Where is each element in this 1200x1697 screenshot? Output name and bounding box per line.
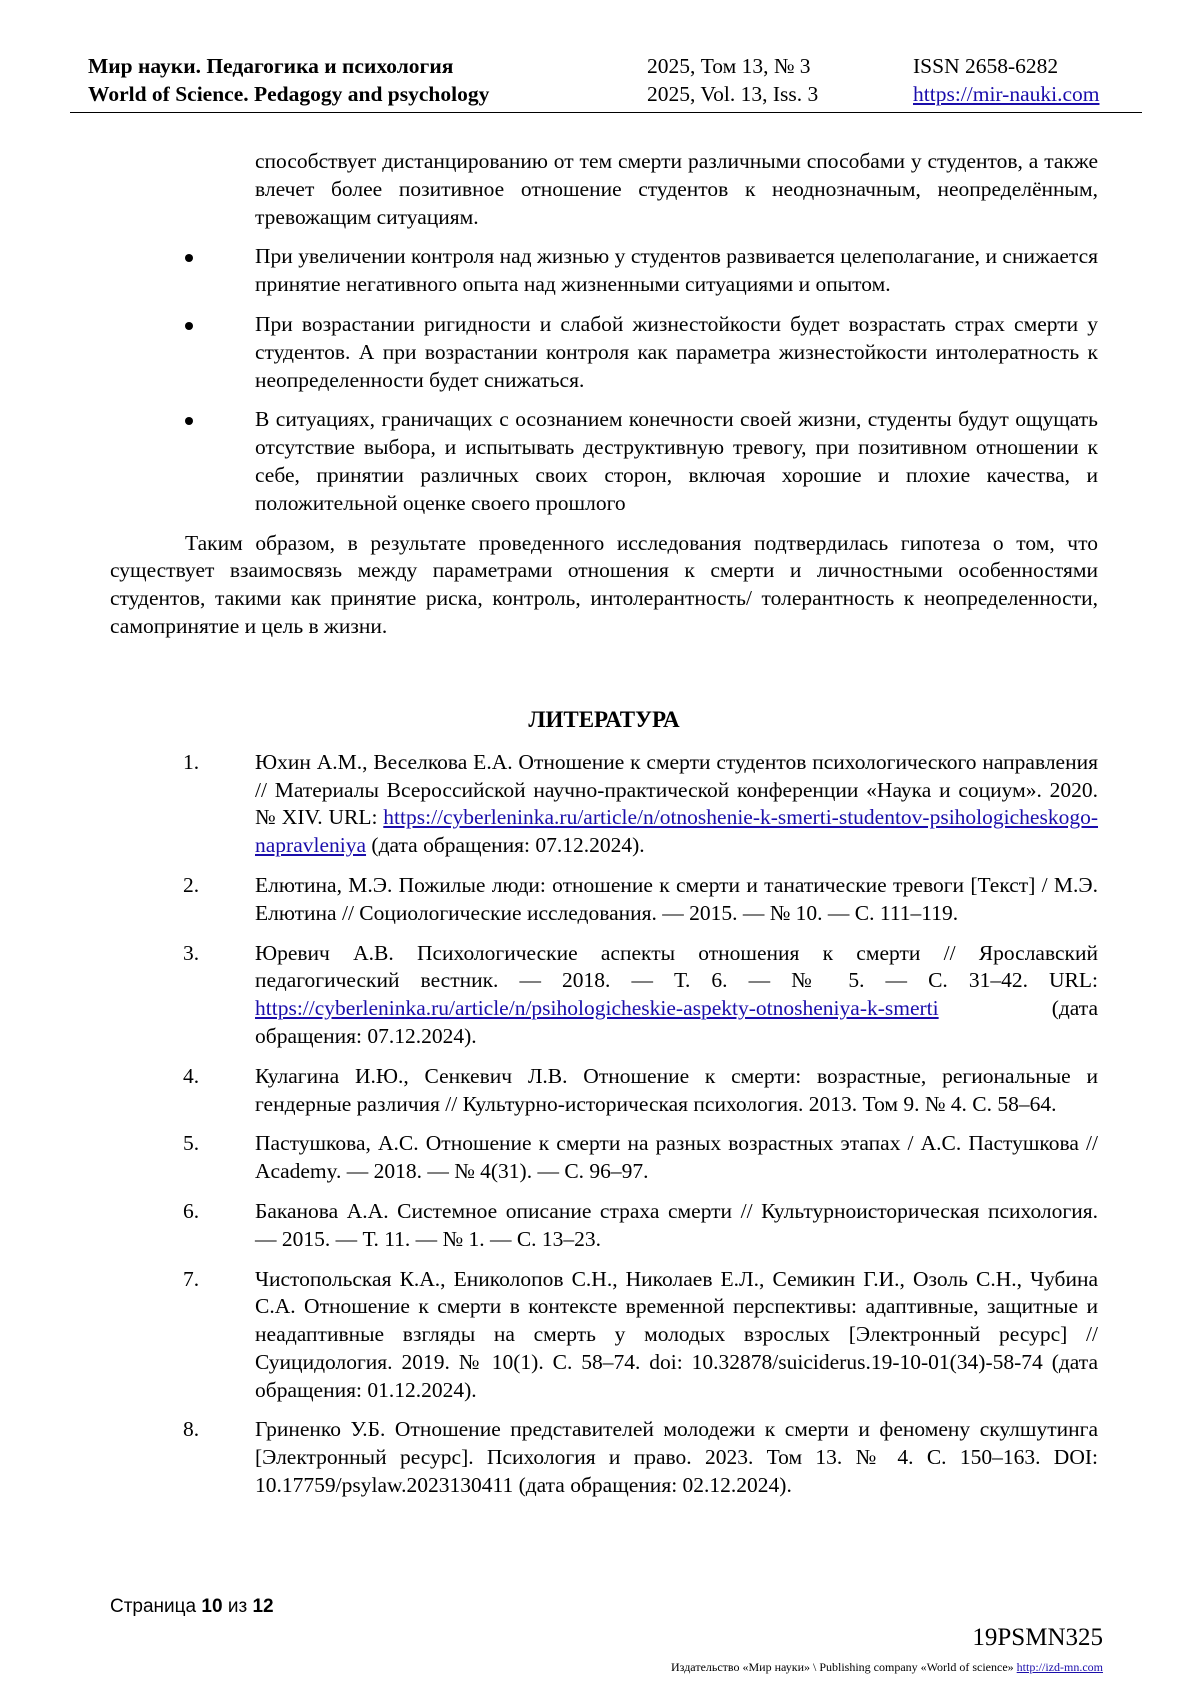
list-item <box>110 406 1098 517</box>
list-item-text: При возрастании ригидности и слабой жизнестойкости будет возрастать страх смерти у студентов. А при возрастании контроля как параметра жизнестойкости интолератность к неопределенности будет снижаться. <box>255 311 1098 392</box>
article-code: 19PSMN325 <box>972 1624 1103 1651</box>
reference-item <box>110 1266 1098 1405</box>
reference-number: 6. <box>183 1198 200 1223</box>
reference-text: Кулагина И.Ю., Сенкевич Л.В. Отношение к смерти: возрастные, региональные и гендерные различия // Культурно-историческая психология. 2013. Том 9. № 4. С. 58–64. <box>255 1063 1098 1116</box>
journal-title-en: World of Science. Pedagogy and psychology <box>88 82 490 106</box>
publisher-text: Издательство «Мир науки» \ Publishing company «World of science» <box>671 1660 1017 1674</box>
reference-number: 5. <box>183 1131 200 1156</box>
reference-number: 7. <box>183 1266 200 1291</box>
conclusion-paragraph: Таким образом, в результате проведенного исследования подтвердилась гипотеза о том, что существует взаимосвязь между параметрами отношения к смерти и личностными особенностями студентов, такими как принятие риска, контроль, интолерантность/ толерантность к неопределенности, самопринятие и цель в жизни. <box>110 530 1098 638</box>
reference-item <box>110 1063 1098 1119</box>
page-label: Страница <box>110 1596 197 1617</box>
journal-header <box>88 52 1140 108</box>
journal-title-ru: Мир науки. Педагогика и психология <box>88 54 454 78</box>
reference-url-link[interactable]: https://cyberleninka.ru/article/n/otnoshenie-k-smerti-studentov-psihologicheskogo-napravleniya <box>255 805 1098 858</box>
list-item <box>110 311 1098 394</box>
page-number <box>110 1596 274 1618</box>
journal-site-link[interactable]: https://mir-nauki.com <box>913 82 1100 106</box>
page-current: 10 <box>201 1596 223 1617</box>
header-divider <box>70 112 1142 113</box>
reference-access-date: (дата обращения: 07.12.2024). <box>366 833 645 858</box>
reference-text: Баканова А.А. Системное описание страха смерти // Культурноисторическая психология. — 2015. — Т. 11. — № 1. — С. 13–23. <box>255 1198 1098 1251</box>
reference-item <box>110 1130 1098 1186</box>
continuation-paragraph: способствует дистанцированию от тем смерти различными способами у студентов, а также влечет более позитивное отношение студентов к неоднозначным, неопределённым, тревожащим ситуациям. <box>255 149 1098 229</box>
reference-number: 8. <box>183 1417 200 1442</box>
reference-number: 3. <box>183 940 200 965</box>
reference-text: Юхин А.М., Веселкова Е.А. Отношение к смерти студентов психологического направления // Материалы Всероссийской научно-практической конференции «Наука и социум». 2020. № XIV. URL: <box>255 749 1098 830</box>
reference-item <box>110 1198 1098 1254</box>
publisher-line <box>671 1660 1103 1675</box>
reference-item <box>110 749 1098 860</box>
list-item-text: В ситуациях, граничащих с осознанием конечности своей жизни, студенты будут ощущать отсутствие выбора, и испытывать деструктивную тревогу, при позитивном отношении к себе, принятии различных своих сторон, включая хорошие и плохие качества, и положительной оценке своего прошлого <box>255 407 1098 515</box>
bullet-icon <box>185 417 193 425</box>
reference-url-link[interactable]: https://cyberleninka.ru/article/n/psihologicheskie-aspekty-otnosheniya-k-smerti <box>255 996 939 1021</box>
reference-access-date: (дата обращения: 07.12.2024). <box>255 996 1098 1048</box>
issue-en: 2025, Vol. 13, Iss. 3 <box>647 82 819 106</box>
publisher-link[interactable]: http://izd-mn.com <box>1016 1660 1103 1674</box>
literature-heading: ЛИТЕРАТУРА <box>528 706 680 732</box>
page-total: 12 <box>252 1596 274 1617</box>
reference-text: Пастушкова, А.С. Отношение к смерти на разных возрастных этапах / А.С. Пастушкова // Academy. — 2018. — № 4(31). — С. 96–97. <box>255 1131 1098 1184</box>
reference-number: 4. <box>183 1063 200 1088</box>
bullet-icon <box>185 254 193 262</box>
reference-item <box>110 940 1098 1051</box>
list-item-text: При увеличении контроля над жизнью у студентов развивается целеполагание, и снижается принятие негативного опыта над жизненными ситуациями и опытом. <box>255 244 1098 297</box>
article-body <box>110 148 1098 1512</box>
list-item <box>110 243 1098 299</box>
reference-list <box>110 749 1098 1500</box>
reference-item <box>110 872 1098 928</box>
issue-ru: 2025, Том 13, № 3 <box>647 54 811 78</box>
page-of: из <box>227 1596 248 1617</box>
reference-number: 1. <box>183 749 200 774</box>
reference-text: Чистопольская К.А., Ениколопов С.Н., Николаев Е.Л., Семикин Г.И., Озоль С.Н., Чубина С.А. Отношение к смерти в контексте временной перспективы: адаптивные, защитные и неадаптивные взгляды на смерть у молодых взрослых [Электронный ресурс] // Суицидология. 2019. № 10(1). С. 58–74. doi: 10.32878/suiciderus.19-10-01(34)-58-74 (дата обращения: 01.12.2024). <box>255 1266 1098 1402</box>
reference-text: Юревич А.В. Психологические аспекты отношения к смерти // Ярославский педагогический вестник. — 2018. — Т. 6. — № 5. — С. 31–42. URL: <box>255 940 1098 993</box>
findings-list <box>110 243 1098 517</box>
issn: ISSN 2658-6282 <box>913 54 1059 78</box>
reference-text: Елютина, М.Э. Пожилые люди: отношение к смерти и танатические тревоги [Текст] / М.Э. Елютина // Социологические исследования. — 2015. — № 10. — С. 111–119. <box>255 872 1098 925</box>
reference-number: 2. <box>183 872 200 897</box>
bullet-icon <box>185 322 193 330</box>
reference-text: Гриненко У.Б. Отношение представителей молодежи к смерти и феномену скулшутинга [Электронный ресурс]. Психология и право. 2023. Том 13. № 4. С. 150–163. DOI: 10.17759/psylaw.2023130411 (дата обращения: 02.12.2024). <box>255 1417 1098 1498</box>
reference-item <box>110 1416 1098 1499</box>
